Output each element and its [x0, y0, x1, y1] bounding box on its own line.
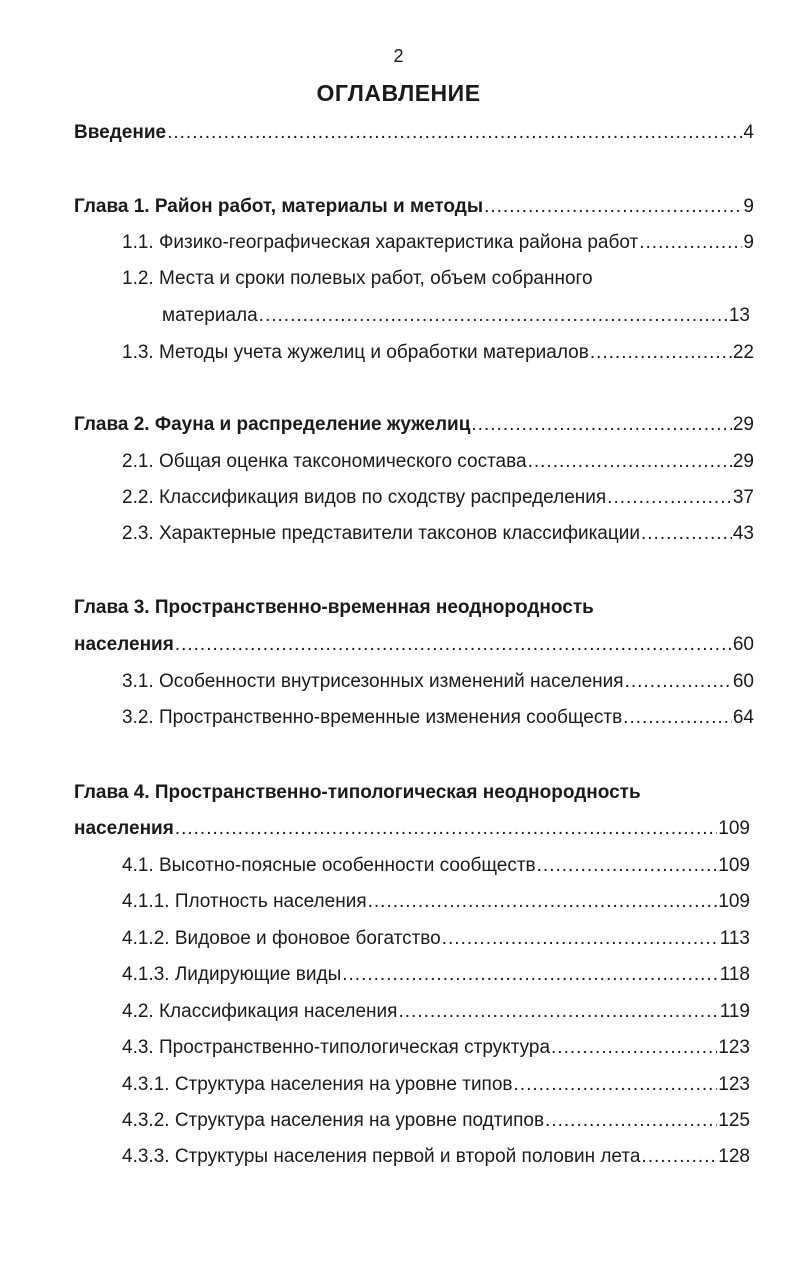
toc-entry-label: населения: [74, 634, 174, 655]
toc-entry-page: 109: [718, 891, 750, 912]
toc-leader-dots: [607, 486, 732, 510]
toc-entry-page: 118: [719, 964, 750, 985]
toc-entry-4-1-1[interactable]: [122, 890, 750, 914]
toc-entry-label: 2.3. Характерные представители таксонов классификации: [122, 523, 640, 544]
toc-entry-page: 13: [728, 305, 750, 326]
toc-entry-page: 29: [732, 451, 754, 472]
toc-leader-dots: [590, 341, 732, 365]
toc-entry-chapter-4[interactable]: [74, 781, 754, 805]
toc-entry-chapter-3[interactable]: [74, 596, 754, 620]
toc-leader-dots: [342, 963, 718, 987]
toc-leader-dots: [641, 1145, 717, 1169]
toc-entry-page: 64: [732, 707, 754, 728]
toc-entry-label: населения: [74, 818, 174, 839]
toc-entry-1-2-continued[interactable]: [162, 304, 750, 328]
toc-leader-dots: [641, 522, 732, 546]
toc-entry-page: 60: [732, 671, 754, 692]
toc-entry-4-2[interactable]: [122, 1000, 750, 1024]
toc-entry-1-3[interactable]: [122, 341, 754, 365]
toc-entry-page: 60: [732, 634, 754, 655]
toc-entry-label: Глава 3. Пространственно-временная неоднородность: [74, 597, 594, 618]
toc-entry-chapter-4-continued[interactable]: [74, 817, 750, 841]
toc-entry-3-1[interactable]: [122, 670, 754, 694]
toc-entry-label: 1.2. Места и сроки полевых работ, объем собранного: [122, 268, 593, 289]
toc-entry-label: 3.1. Особенности внутрисезонных изменений населения: [122, 671, 624, 692]
toc-leader-dots: [639, 231, 742, 255]
toc-entry-4-1-2[interactable]: [122, 927, 750, 951]
toc-entry-page: 123: [718, 1037, 750, 1058]
toc-leader-dots: [368, 890, 718, 914]
toc-entry-4-3[interactable]: [122, 1036, 750, 1060]
toc-leader-dots: [528, 450, 732, 474]
toc-entry-page: 22: [732, 342, 754, 363]
toc-entry-page: 29: [732, 414, 754, 435]
toc-entry-label: 2.1. Общая оценка таксономического состава: [122, 451, 527, 472]
toc-entry-page: 43: [732, 523, 754, 544]
toc-entry-chapter-2[interactable]: [74, 413, 754, 437]
toc-entry-page: 125: [718, 1110, 750, 1131]
toc-entry-label: 4.3.3. Структуры населения первой и второй половин лета: [122, 1146, 641, 1167]
toc-leader-dots: [471, 413, 731, 437]
toc-entry-4-1[interactable]: [122, 854, 750, 878]
toc-leader-dots: [537, 854, 718, 878]
toc-entry-label: 4.3.1. Структура населения на уровне типов: [122, 1074, 513, 1095]
toc-leader-dots: [259, 304, 728, 328]
toc-entry-chapter-3-continued[interactable]: [74, 633, 754, 657]
toc-entry-2-3[interactable]: [122, 522, 754, 546]
toc-leader-dots: [484, 195, 742, 219]
toc-entry-introduction[interactable]: [74, 121, 754, 145]
page-title: ОГЛАВЛЕНИЕ: [316, 80, 481, 106]
toc-leader-dots: [175, 817, 717, 841]
toc-entry-page: 113: [719, 928, 750, 949]
toc-entry-page: 37: [732, 487, 754, 508]
toc-entry-label: 4.3.2. Структура населения на уровне подтипов: [122, 1110, 545, 1131]
toc-entry-2-2[interactable]: [122, 486, 754, 510]
toc-entry-label: материала: [162, 305, 258, 326]
toc-leader-dots: [551, 1036, 717, 1060]
toc-entry-1-1[interactable]: [122, 231, 754, 255]
toc-entry-label: 1.1. Физико-географическая характеристика района работ: [122, 232, 639, 253]
toc-leader-dots: [442, 927, 719, 951]
toc-entry-page: 123: [718, 1074, 750, 1095]
toc-entry-label: 4.1.2. Видовое и фоновое богатство: [122, 928, 441, 949]
toc-entry-label: Глава 4. Пространственно-типологическая неоднородность: [74, 782, 641, 803]
toc-entry-chapter-1[interactable]: [74, 195, 754, 219]
toc-entry-page: 4: [743, 122, 754, 143]
toc-entry-4-3-1[interactable]: [122, 1073, 750, 1097]
toc-entry-label: Введение: [74, 122, 167, 143]
toc-entry-4-3-3[interactable]: [122, 1145, 750, 1169]
toc-leader-dots: [175, 633, 732, 657]
toc-entry-page: 9: [743, 196, 754, 217]
toc-entry-page: 9: [743, 232, 754, 253]
toc-entry-label: Глава 2. Фауна и распределение жужелиц: [74, 414, 471, 435]
toc-entry-label: 4.1.1. Плотность населения: [122, 891, 367, 912]
toc-entry-label: 4.3. Пространственно-типологическая структура: [122, 1037, 551, 1058]
toc-entry-label: 3.2. Пространственно-временные изменения сообществ: [122, 707, 623, 728]
toc-entry-page: 119: [719, 1001, 750, 1022]
toc-entry-label: 1.3. Методы учета жужелиц и обработки материалов: [122, 342, 589, 363]
toc-entry-2-1[interactable]: [122, 450, 754, 474]
toc-leader-dots: [625, 670, 732, 694]
toc-entry-label: 4.1.3. Лидирующие виды: [122, 964, 342, 985]
page-number: 2: [393, 46, 404, 66]
toc-leader-dots: [514, 1073, 718, 1097]
toc-entry-label: Глава 1. Район работ, материалы и методы: [74, 196, 484, 217]
toc-leader-dots: [398, 1000, 718, 1024]
toc-entry-label: 4.1. Высотно-поясные особенности сообществ: [122, 855, 536, 876]
toc-entry-4-1-3[interactable]: [122, 963, 750, 987]
toc-entry-page: 109: [718, 818, 750, 839]
toc-entry-label: 4.2. Классификация населения: [122, 1001, 398, 1022]
toc-entry-1-2[interactable]: [122, 267, 754, 291]
toc-entry-3-2[interactable]: [122, 706, 754, 730]
toc-entry-page: 128: [718, 1146, 750, 1167]
toc-leader-dots: [545, 1109, 717, 1133]
toc-entry-label: 2.2. Классификация видов по сходству распределения: [122, 487, 607, 508]
toc-leader-dots: [623, 706, 732, 730]
toc-leader-dots: [167, 121, 742, 145]
toc-entry-page: 109: [718, 855, 750, 876]
toc-entry-4-3-2[interactable]: [122, 1109, 750, 1133]
